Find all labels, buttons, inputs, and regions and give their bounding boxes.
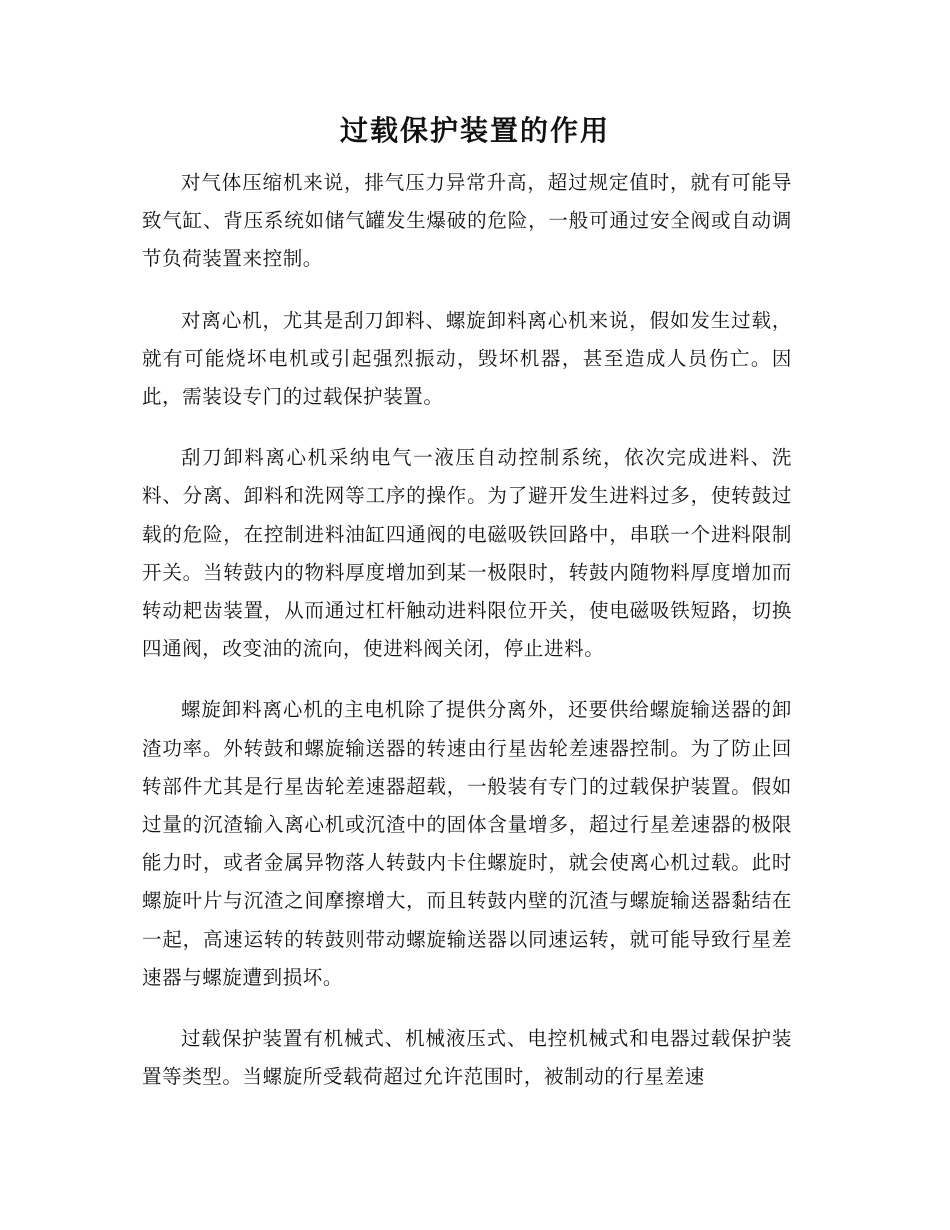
document-body [142, 164, 792, 1119]
paragraph-5: 过载保护装置有机械式、机械液压式、电控机械式和电器过载保护装置等类型。当螺旋所受载荷超过允许范围时，被制动的行星差速 [142, 1027, 792, 1089]
paragraph-4: 螺旋卸料离心机的主电机除了提供分离外，还要供给螺旋输送器的卸渣功率。外转鼓和螺旋输送器的转速由行星齿轮差速器控制。为了防止回转部件尤其是行星齿轮差速器超载，一般装有专门的过载保护装置。假如过量的沉渣输入离心机或沉渣中的固体含量增多，超过行星差速器的极限能力时，或者金属异物落人转鼓内卡住螺旋时，就会使离心机过载。此时螺旋叶片与沉渣之间摩擦增大，而且转鼓内壁的沉渣与螺旋输送器黏结在一起，高速运转的转鼓则带动螺旋输送器以同速运转，就可能导致行星差速器与螺旋遭到损坏。 [142, 698, 792, 989]
page-title: 过载保护装置的作用 [339, 114, 610, 147]
paragraph-3: 刮刀卸料离心机采纳电气一液压自动控制系统，依次完成进料、洗料、分离、卸料和洗网等工序的操作。为了避开发生进料过多，使转鼓过载的危险，在控制进料油缸四通阀的电磁吸铁回路中，串联一个进料限制开关。当转鼓内的物料厚度增加到某一极限时，转鼓内随物料厚度增加而转动耙齿装置，从而通过杠杆触动进料限位开关，使电磁吸铁短路，切换四通阀，改变油的流向，使进料阀关闭，停止进料。 [142, 446, 792, 661]
paragraph-1: 对气体压缩机来说，排气压力异常升高，超过规定值时，就有可能导致气缸、背压系统如储气罐发生爆破的危险，一般可通过安全阀或自动调节负荷装置来控制。 [142, 171, 792, 271]
paragraph-2: 对离心机，尤其是刮刀卸料、螺旋卸料离心机来说，假如发生过载，就有可能烧坏电机或引起强烈振动，毁坏机器，甚至造成人员伤亡。因此，需装设专门的过载保护装置。 [142, 308, 792, 409]
